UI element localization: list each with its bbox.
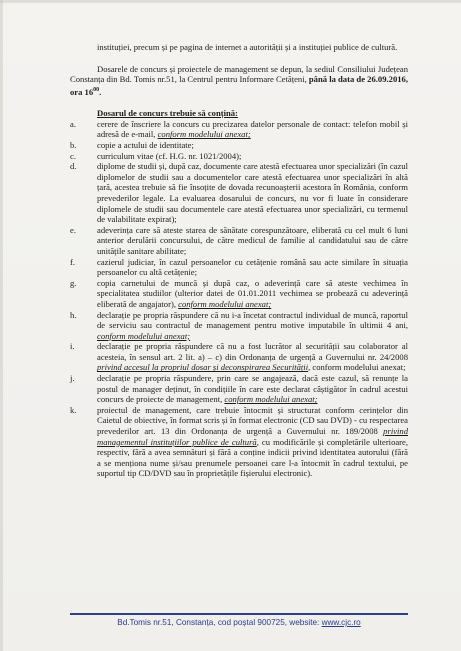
requirement-item — [70, 140, 408, 151]
item-marker: e. — [70, 224, 76, 235]
item-text — [97, 310, 408, 342]
requirement-item — [70, 119, 408, 140]
item-text — [97, 278, 408, 310]
footer-address: Bd.Tomis nr.51, Constanța, cod poștal 900725, website: — [117, 618, 322, 627]
footer — [70, 618, 408, 627]
item-body: declarație pe propria răspundere, prin care se angajează, dacă este cazul, să renunțe la postul de manager deținut, în condițiile în care este declarat câștigător în cadrul acestui concurs de proiecte de management, — [97, 373, 408, 405]
item-body: copia carnetului de muncă și după caz, o adeverință care să ateste vechimea în specialitatea studiilor (ulterior datei de 01.01.2011 vechimea se probează cu adeverință eliberată de angajator), — [97, 277, 408, 309]
item-text — [97, 119, 408, 140]
item-marker: f. — [70, 256, 76, 267]
requirement-item — [70, 341, 408, 373]
item-body: adeverința care să ateste starea de sănătate corespunzătoare, eliberată cu cel mult 6 luni anterior derulării concursului, de către medicul de familie al candidatului sau de către unitățile sanitare abilitate; — [97, 224, 408, 256]
requirement-item — [70, 373, 408, 405]
requirement-item — [70, 310, 408, 342]
item-marker: c. — [70, 150, 76, 161]
item-body: cazierul judiciar, în cazul persoanelor cu cetățenie română sau acte similare în situația persoanelor cu altă cetățenie; — [97, 256, 408, 278]
item-emphasis: privind managementul instituțiilor publice de cultură — [97, 426, 408, 447]
top-fragment: instituției, precum și pe pagina de internet a autorității și a instituției publice de cultură. — [97, 42, 398, 52]
item-emphasis: conform modelului anexat; — [224, 394, 318, 405]
item-body: proiectul de management, care trebuie întocmit și structurat conform cerințelor din Caietul de obiective, în format scris și în format electronic (CD sau DVD) - cu respectarea prevederilor art. 13 din Ordonanța de urgență a Guvernului nr. 189/2008 — [97, 404, 408, 437]
item-text — [97, 257, 408, 278]
item-body: declarație pe propria răspundere că nu a fost lucrător al securității sau colaborator al acesteia, în sensul art. 2 lit. a) – c) din Ordonanța de urgență a Guvernului nr. 24/2008 — [97, 341, 408, 362]
item-marker: g. — [70, 277, 77, 288]
deadline-minutes: 00 — [93, 86, 100, 93]
item-tail: , cu modificările și completările ulterioare, respectiv, fără a avea semnături și fără a conține indicii privind identitatea autorului (fără a se menționa nume și/sau prenumele persoanei care l-a întocmit în cadrul textului, pe suportul tip CD/DVD sau în proprietățile fișierului electronic). — [97, 436, 409, 479]
submission-text: Dosarele de concurs și proiectele de management se depun, la sediul Consiliului Județean Constanța din Bd. Tomis nr.51, la Centrul pentru Informare Cetățeni, — [70, 63, 408, 85]
item-tail: , conform modelului anexat; — [308, 362, 406, 373]
requirement-item — [70, 405, 408, 479]
item-text — [97, 151, 408, 162]
item-marker: d. — [70, 161, 77, 172]
item-body: copie a actului de identitate; — [97, 140, 194, 151]
item-emphasis: conform modelului anexat; — [97, 330, 191, 341]
scan-artifact — [0, 0, 3, 651]
item-emphasis: privind accesul la propriul dosar și deconspirarea Securității — [97, 362, 309, 373]
requirements-list — [70, 119, 408, 479]
requirement-item — [70, 151, 408, 162]
item-body: diplome de studii și, după caz, documente care atestă efectuarea unor specializări (în cazul diplomelor de studii sau a documentelor care atestă efectuarea unor specializări în altă țară, acestea trebuie să fie însoțite de dovada recunoașterii acestora în România, conform prevederilor legale. La evaluarea dosarului de concurs, nu vor fi luate în considerare diplomele de studii sau documentele care atestă efectuarea unor specializări, cu termenul de valabilitate expirat); — [97, 161, 408, 225]
requirement-item — [70, 225, 408, 257]
item-text — [97, 341, 408, 373]
item-marker: h. — [70, 309, 77, 320]
item-marker: i. — [70, 341, 75, 352]
item-body: curriculum vitae (cf. H.G. nr. 1021/2004); — [97, 150, 242, 161]
deadline-text: până la data de 26.09.2016, ora 16 — [70, 74, 408, 97]
item-marker: b. — [70, 140, 77, 151]
footer-rule — [70, 613, 408, 615]
item-body: cerere de înscriere la concurs cu precizarea datelor personale de contact: telefon mobil și adresă de e-mail, — [97, 118, 408, 140]
item-text — [97, 225, 408, 257]
footer-website-link[interactable]: www.cjc.ro — [321, 618, 361, 627]
deadline-period: . — [99, 86, 102, 97]
submission-paragraph — [70, 64, 408, 98]
item-body: declarație pe propria răspundere că nu i-a încetat contractul individual de muncă, raportul de serviciu sau contractul de management pentru motive imputabile în ultimii 4 ani, — [97, 309, 408, 331]
item-text — [97, 405, 408, 479]
item-text — [97, 140, 408, 151]
requirement-item — [70, 278, 408, 310]
item-text — [97, 161, 408, 225]
item-marker: k. — [70, 404, 77, 415]
item-emphasis: conform modelului anexat; — [157, 129, 251, 140]
section-heading: Dosarul de concurs trebuie să conțină: — [97, 108, 238, 119]
scan-artifact — [0, 0, 461, 3]
document-body — [70, 42, 408, 479]
requirement-item — [70, 257, 408, 278]
requirement-item — [70, 161, 408, 225]
item-marker: j. — [70, 373, 75, 384]
item-text — [97, 373, 408, 405]
item-emphasis: conform modelului anexat; — [178, 298, 272, 309]
item-marker: a. — [70, 118, 76, 129]
